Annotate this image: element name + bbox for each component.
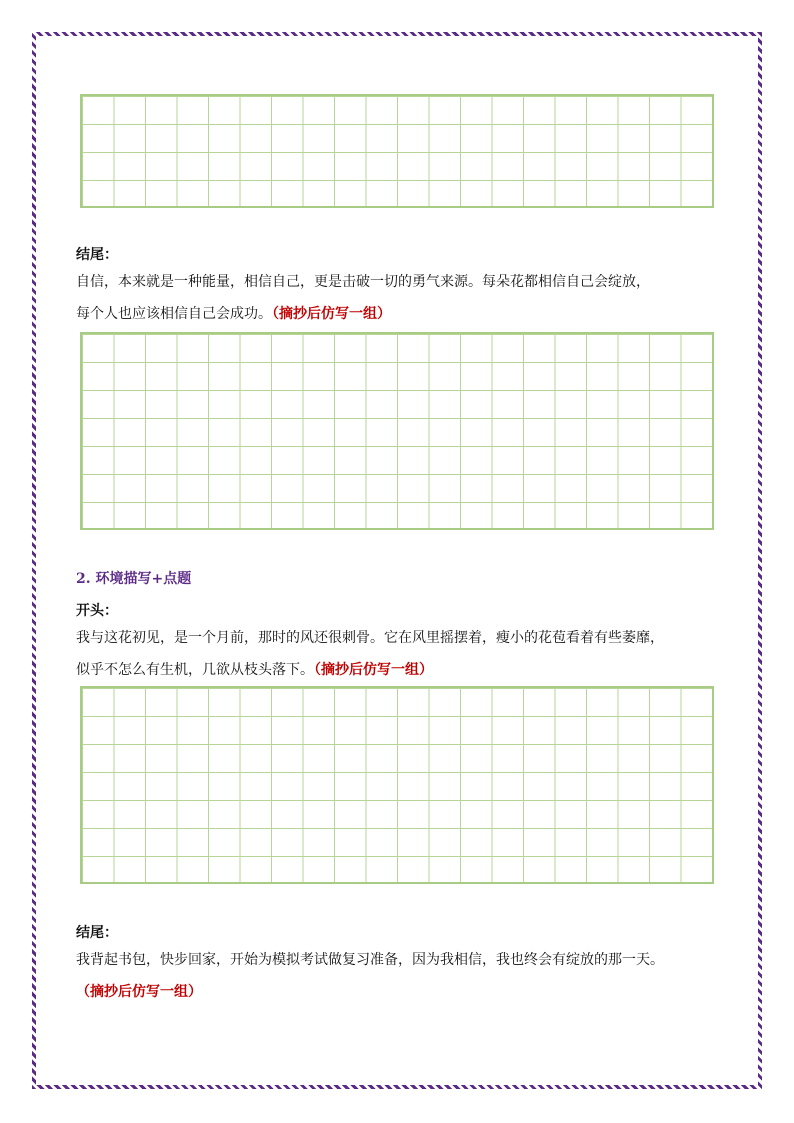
writing-grid-3[interactable]	[80, 686, 714, 884]
ending-2-instruction: （摘抄后仿写一组）	[76, 984, 202, 1000]
opening-instruction: （摘抄后仿写一组）	[314, 662, 433, 678]
writing-grid-2[interactable]	[80, 332, 714, 530]
opening-label: 开头：	[76, 603, 118, 619]
ending-2-line-1: 我背起书包，快步回家，开始为模拟考试做复习准备，因为我相信，我也终会有绽放的那一天。	[76, 952, 664, 968]
opening-line-1: 我与这花初见，是一个月前，那时的风还很刺骨。它在风里摇摆着，瘦小的花苞看着有些萎靡，	[76, 630, 664, 646]
ending-1-instruction: （摘抄后仿写一组）	[272, 306, 391, 322]
opening-line-2-text: 似乎不怎么有生机，几欲从枝头落下。	[76, 662, 314, 678]
ending-1-line-2	[76, 298, 722, 330]
writing-grid-1[interactable]	[80, 94, 714, 208]
section-2-title: 2. 环境描写+点题	[76, 571, 192, 587]
opening-line-2	[76, 654, 722, 686]
ending-1-line-2-text: 每个人也应该相信自己会成功。	[76, 306, 272, 322]
ending-1-line-1: 自信，本来就是一种能量，相信自己，更是击破一切的勇气来源。每朵花都相信自己会绽放，	[76, 274, 650, 290]
ending-2-label: 结尾：	[76, 925, 118, 941]
ending-1-label: 结尾：	[76, 247, 118, 263]
